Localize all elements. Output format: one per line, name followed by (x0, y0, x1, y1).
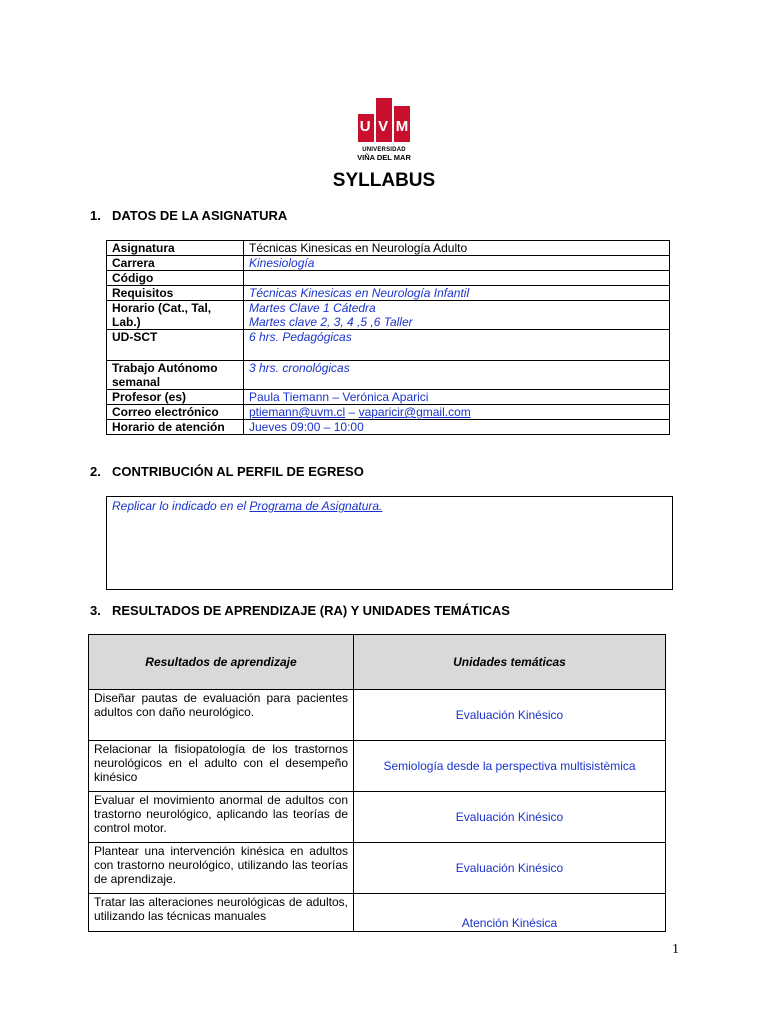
thematic-unit: Semiología desde la perspectiva multisistèmica (354, 741, 666, 792)
table-row (107, 286, 670, 301)
section1-heading: 1. DATOS DE LA ASIGNATURA (90, 208, 288, 223)
course-info-table (106, 240, 670, 435)
row-value: Jueves 09:00 – 10:00 (244, 420, 670, 435)
row-label: UD-SCT (107, 330, 244, 361)
row-label: Carrera (107, 256, 244, 271)
row-label: Asignatura (107, 241, 244, 256)
column-header: Unidades temáticas (354, 635, 666, 690)
row-label: Código (107, 271, 244, 286)
learning-outcome: Evaluar el movimiento anormal de adultos con trastorno neurológico, aplicando las teorías de control motor. (89, 792, 354, 843)
learning-outcome: Plantear una intervención kinésica en adultos con trastorno neurológico, utilizando las teorías de aprendizaje. (89, 843, 354, 894)
profile-contribution-box (106, 496, 673, 590)
row-label: Trabajo Autónomo semanal (107, 361, 244, 390)
thematic-unit: Evaluación Kinésico (354, 690, 666, 741)
table-row (89, 792, 666, 843)
row-value: 6 hrs. Pedagógicas (244, 330, 670, 361)
row-label: Correo electrónico (107, 405, 244, 420)
row-value: Técnicas Kinesicas en Neurología Adulto (244, 241, 670, 256)
row-value: Paula Tiemann – Verónica Aparici (244, 390, 670, 405)
table-row (107, 256, 670, 271)
row-label: Requisitos (107, 286, 244, 301)
email-separator: – (345, 405, 359, 419)
table-header-row (89, 635, 666, 690)
table-row (107, 301, 670, 330)
logo-letter-v: V (378, 118, 389, 135)
row-value: 3 hrs. cronológicas (244, 361, 670, 390)
learning-outcome: Tratar las alteraciones neurológicas de adultos, utilizando las técnicas manuales (89, 894, 354, 932)
thematic-unit: Atención Kinésica (354, 894, 666, 932)
column-header: Resultados de aprendizaje (89, 635, 354, 690)
table-row (107, 405, 670, 420)
row-value (244, 405, 670, 420)
table-row (89, 894, 666, 932)
document-title: SYLLABUS (332, 170, 436, 191)
thematic-unit: Evaluación Kinésico (354, 792, 666, 843)
learning-outcome: Diseñar pautas de evaluación para pacientes adultos con daño neurológico. (89, 690, 354, 741)
table-row (107, 330, 670, 361)
table-row (107, 241, 670, 256)
row-label: Horario de atención (107, 420, 244, 435)
logo-letter-u: U (359, 118, 371, 135)
table-row (89, 741, 666, 792)
schedule-line-1: Martes Clave 1 Cátedra (249, 301, 376, 315)
email-link-1[interactable]: ptiemann@uvm.cl (249, 405, 346, 419)
profile-text: Replicar lo indicado en el (112, 499, 250, 513)
logo-line2: VIÑA DEL MAR (357, 153, 411, 162)
table-row (107, 271, 670, 286)
schedule-line-2: Martes clave 2, 3, 4 ,5 ,6 Taller (249, 315, 413, 329)
section3-heading: 3. RESULTADOS DE APRENDIZAJE (RA) Y UNIDADES TEMÁTICAS (90, 603, 510, 618)
uvm-logo (356, 96, 412, 162)
learning-outcome: Relacionar la fisiopatología de los trastornos neurológicos en el adulto con el desempeño kinésico (89, 741, 354, 792)
row-label: Horario (Cat., Tal, Lab.) (107, 301, 244, 330)
table-row (107, 390, 670, 405)
email-link-2[interactable]: vaparicir@gmail.com (358, 405, 471, 419)
row-value: Técnicas Kinesicas en Neurología Infantil (244, 286, 670, 301)
row-value (244, 301, 670, 330)
row-label: Profesor (es) (107, 390, 244, 405)
learning-outcomes-table (88, 634, 666, 932)
logo-letter-m: M (395, 118, 409, 135)
program-link[interactable]: Programa de Asignatura. (249, 499, 383, 513)
table-row (107, 361, 670, 390)
table-row (89, 690, 666, 741)
section2-heading: 2. CONTRIBUCIÓN AL PERFIL DE EGRESO (90, 464, 364, 479)
table-row (89, 843, 666, 894)
logo-line1: UNIVERSIDAD (362, 147, 406, 153)
page-number: 1 (672, 942, 679, 957)
row-value (244, 271, 670, 286)
row-value: Kinesiología (244, 256, 670, 271)
thematic-unit: Evaluación Kinésico (354, 843, 666, 894)
table-row (107, 420, 670, 435)
